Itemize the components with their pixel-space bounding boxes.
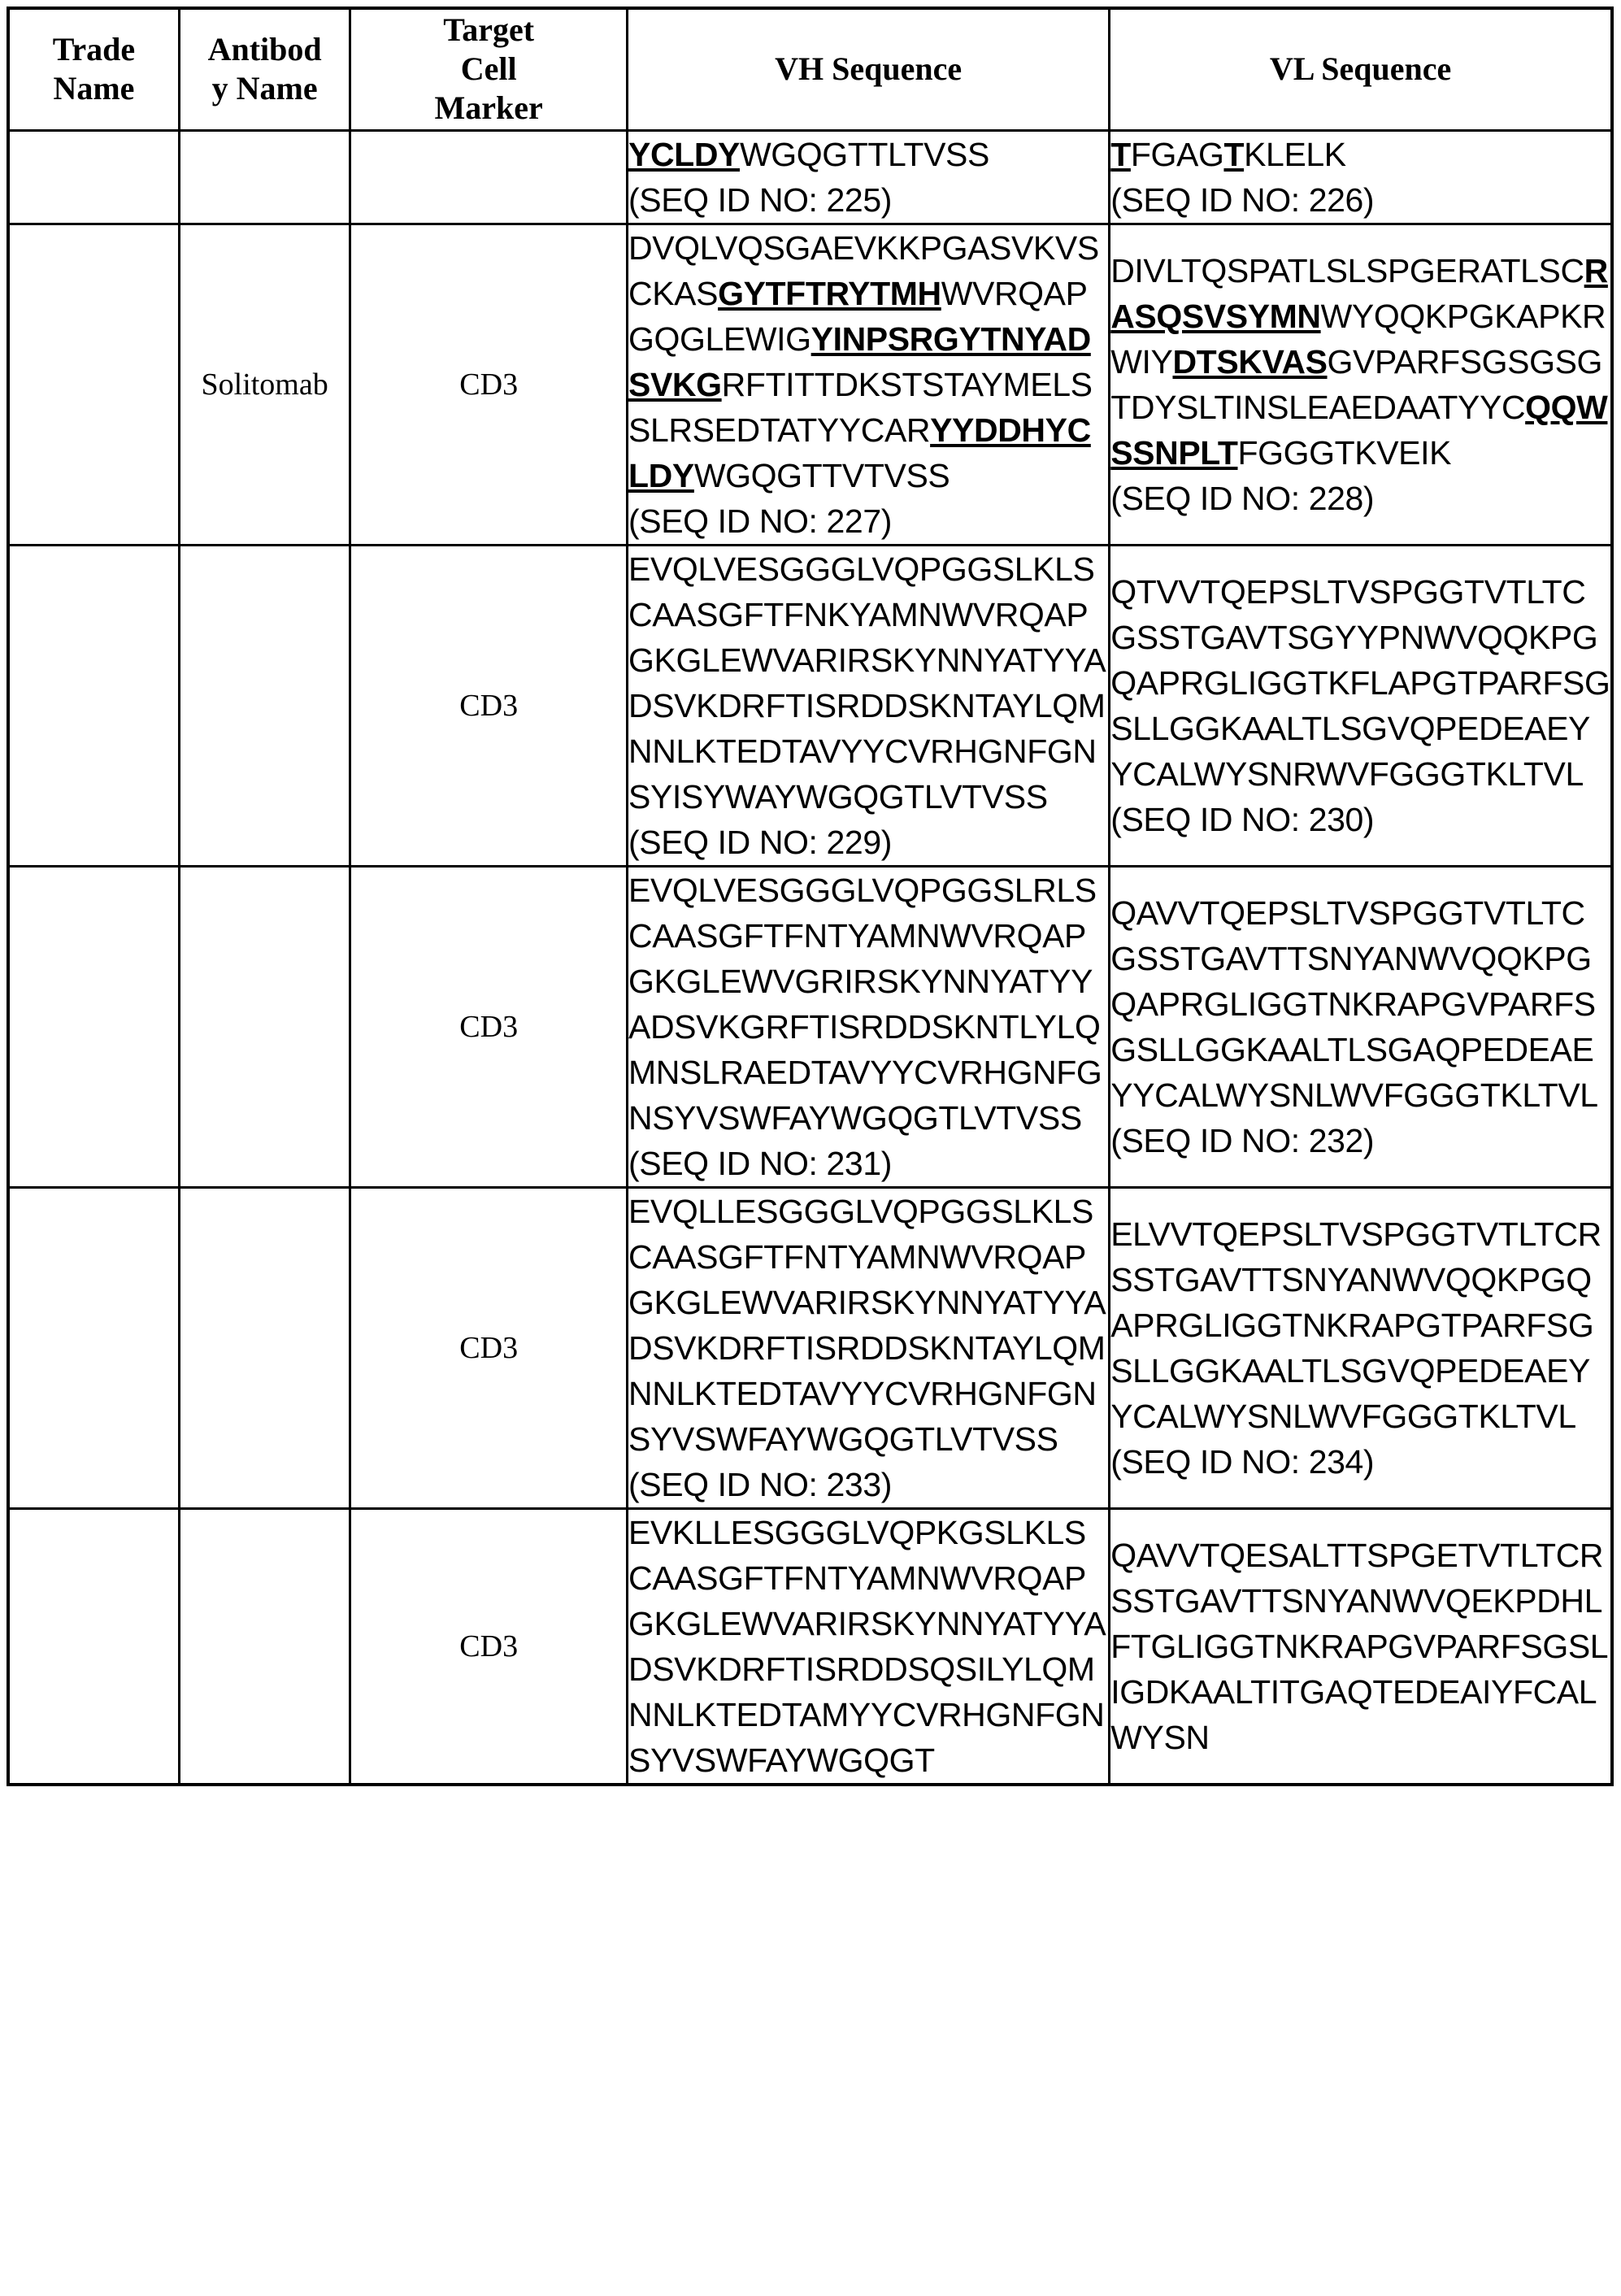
cell-vh-sequence (628, 866, 1110, 1187)
cell-vl-sequence (1110, 1508, 1612, 1785)
vl-sequence-text: ELVVTQEPSLTVSPGGTVTLTCRSSTGAVTTSNYANWVQQKPGQAPRGLIGGTNKRAPGTPARFSGSLLGGKAALTLSGVQPEDEAEYYCALWYSNLWVFGGGTKLTVL (SEQ ID NO: 234) (1110, 1215, 1601, 1481)
cell-antibody-name (179, 1508, 350, 1785)
antibody-name-text: Solitomab (201, 367, 328, 402)
vh-sequence-text: EVQLVESGGGLVQPGGSLKLSCAASGFTFNKYAMNWVRQAPGKGLEWVARIRSKYNNYATYYADSVKDRFTISRDDSKNTAYLQMNNLKTEDTAVYYCVRHGNFGNSYISYWAYWGQGTLVTVSS (SEQ ID NO: 229) (628, 550, 1106, 861)
table-header (8, 8, 1612, 130)
cell-trade-name (8, 130, 179, 224)
cell-vl-sequence (1110, 866, 1612, 1187)
table-row (8, 130, 1612, 224)
column-header-vl-sequence: VL Sequence (1110, 8, 1612, 130)
vh-sequence-text: YCLDYWGQGTTLTVSS (SEQ ID NO: 225) (628, 135, 989, 219)
cell-antibody-name (179, 224, 350, 545)
cell-target-cell-marker: CD3 (350, 1508, 628, 1785)
cell-antibody-name (179, 866, 350, 1187)
table-row (8, 224, 1612, 545)
cell-antibody-name (179, 130, 350, 224)
cell-vh-sequence (628, 130, 1110, 224)
vh-sequence-text: DVQLVQSGAEVKKPGASVKVSCKASGYTFTRYTMHWVRQAPGQGLEWIGYINPSRGYTNYADSVKGRFTITTDKSTSTAYMELSSLRSEDTATYYCARYYDDHYCLDYWGQGTTVTVSS (SEQ ID NO: 227) (628, 228, 1099, 540)
cell-target-cell-marker: CD3 (350, 1187, 628, 1508)
vh-sequence-text: EVKLLESGGGLVQPKGSLKLSCAASGFTFNTYAMNWVRQAPGKGLEWVARIRSKYNNYATYYADSVKDRFTISRDDSQSILYLQMNNLKTEDTAMYYCVRHGNFGNSYVSWFAYWGQGT (628, 1513, 1106, 1779)
column-header-trade-name: Trade Name (8, 8, 179, 130)
cell-vl-sequence (1110, 1187, 1612, 1508)
cell-vl-sequence (1110, 130, 1612, 224)
cell-vl-sequence (1110, 224, 1612, 545)
vl-sequence-text: QAVVTQEPSLTVSPGGTVTLTCGSSTGAVTTSNYANWVQQKPGQAPRGLIGGTNKRAPGVPARFSGSLLGGKAALTLSGAQPEDEAEYYCALWYSNLWVFGGGTKLTVL (SEQ ID NO: 232) (1110, 894, 1597, 1159)
vl-sequence-text: DIVLTQSPATLSLSPGERATLSCRASQSVSYMNWYQQKPGKAPKRWIYDTSKVASGVPARFSGSGSGTDYSLTINSLEAEDAATYYCQQWSSNPLTFGGGTKVEIK (SEQ ID NO: 228) (1110, 251, 1608, 517)
cell-trade-name (8, 545, 179, 866)
vh-sequence-text: EVQLLESGGGLVQPGGSLKLSCAASGFTFNTYAMNWVRQAPGKGLEWVARIRSKYNNYATYYADSVKDRFTISRDDSKNTAYLQMNNLKTEDTAVYYCVRHGNFGNSYVSWFAYWGQGTLVTVSS (SEQ ID NO: 233) (628, 1192, 1106, 1503)
cell-target-cell-marker: CD3 (350, 866, 628, 1187)
column-header-vh-sequence: VH Sequence (628, 8, 1110, 130)
cell-vh-sequence (628, 1508, 1110, 1785)
vl-sequence-text: QAVVTQESALTTSPGETVTLTCRSSTGAVTTSNYANWVQEKPDHLFTGLIGGTNKRAPGVPARFSGSLIGDKAALTITGAQTEDEAIYFCALWYSN (1110, 1536, 1609, 1756)
cell-antibody-name (179, 545, 350, 866)
cell-trade-name (8, 1187, 179, 1508)
cell-antibody-name (179, 1187, 350, 1508)
cell-trade-name (8, 1508, 179, 1785)
cell-target-cell-marker (350, 130, 628, 224)
cell-trade-name (8, 224, 179, 545)
vl-sequence-text: TFGAGTKLELK (SEQ ID NO: 226) (1110, 135, 1375, 219)
table-row (8, 1187, 1612, 1508)
table-row (8, 1508, 1612, 1785)
header-row (8, 8, 1612, 130)
cell-vh-sequence (628, 545, 1110, 866)
column-header-target-cell-marker: Target Cell Marker (350, 8, 628, 130)
cell-vl-sequence (1110, 545, 1612, 866)
antibody-sequence-table (7, 7, 1614, 1786)
cell-vh-sequence (628, 224, 1110, 545)
cell-vh-sequence (628, 1187, 1110, 1508)
table-body (8, 130, 1612, 1785)
table-row (8, 545, 1612, 866)
column-header-antibody-name: Antibod y Name (179, 8, 350, 130)
cell-trade-name (8, 866, 179, 1187)
vl-sequence-text: QTVVTQEPSLTVSPGGTVTLTCGSSTGAVTSGYYPNWVQQKPGQAPRGLIGGTKFLAPGTPARFSGSLLGGKAALTLSGVQPEDEAEYYCALWYSNRWVFGGGTKLTVL (SEQ ID NO: 230) (1110, 572, 1610, 838)
cell-target-cell-marker: CD3 (350, 545, 628, 866)
table-row (8, 866, 1612, 1187)
cell-target-cell-marker: CD3 (350, 224, 628, 545)
vh-sequence-text: EVQLVESGGGLVQPGGSLRLSCAASGFTFNTYAMNWVRQAPGKGLEWVGRIRSKYNNYATYYADSVKGRFTISRDDSKNTLYLQMNSLRAEDTAVYYCVRHGNFGNSYVSWFAYWGQGTLVTVSS (SEQ ID NO: 231) (628, 871, 1102, 1182)
